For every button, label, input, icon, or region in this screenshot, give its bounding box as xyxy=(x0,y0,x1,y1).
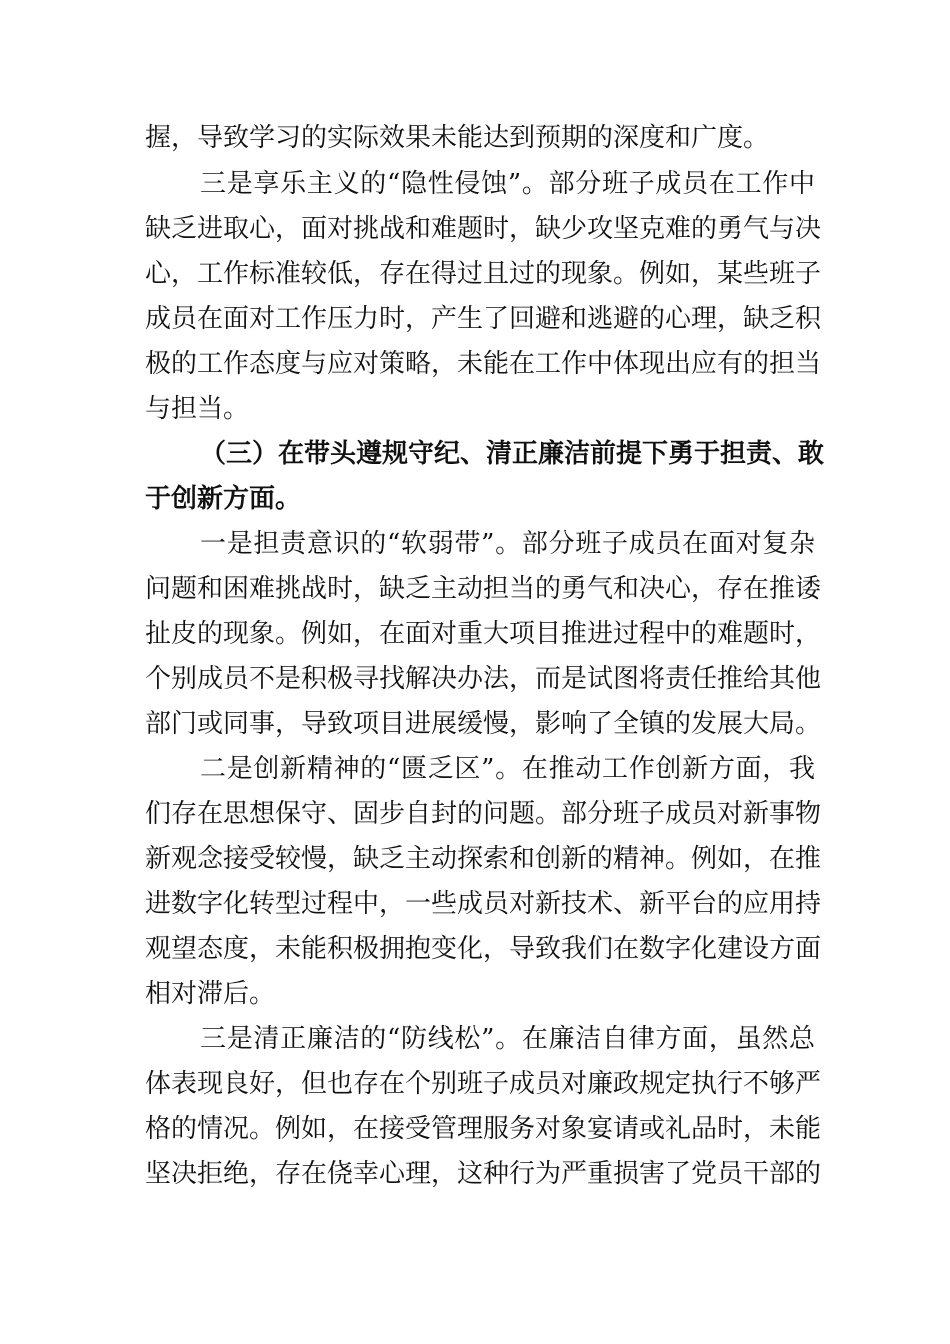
text-line: 问题和困难挑战时，缺乏主动担当的勇气和决心，存在推诿 xyxy=(145,574,822,604)
text-line: 新观念接受较慢，缺乏主动探索和创新的精神。例如，在推 xyxy=(145,844,822,874)
text-line: 个别成员不是积极寻找解决办法，而是试图将责任推给其他 xyxy=(145,664,822,694)
text-line: 与担当。 xyxy=(145,394,250,424)
text-line: 缺乏进取心，面对挑战和难题时，缺少攻坚克难的勇气与决 xyxy=(145,214,822,244)
text-line: 坚决拒绝，存在侥幸心理，这种行为严重损害了党员干部的 xyxy=(145,1159,822,1189)
text-line: 进数字化转型过程中，一些成员对新技术、新平台的应用持 xyxy=(145,889,822,919)
paragraph-start-line: 三是享乐主义的“隐性侵蚀”。部分班子成员在工作中 xyxy=(200,169,815,199)
text-line: 握，导致学习的实际效果未能达到预期的深度和广度。 xyxy=(145,123,770,153)
section-heading: 于创新方面。 xyxy=(145,484,302,514)
text-line: 极的工作态度与应对策略，未能在工作中体现出应有的担当 xyxy=(145,349,822,379)
text-line: 格的情况。例如，在接受管理服务对象宴请或礼品时，未能 xyxy=(145,1114,822,1144)
text-line: 成员在面对工作压力时，产生了回避和逃避的心理，缺乏积 xyxy=(145,304,822,334)
text-line: 部门或同事，导致项目进展缓慢，影响了全镇的发展大局。 xyxy=(145,709,822,739)
paragraph-start-line: 三是清正廉洁的“防线松”。在廉洁自律方面，虽然总 xyxy=(200,1024,815,1054)
section-heading: （三）在带头遵规守纪、清正廉洁前提下勇于担责、敢 xyxy=(200,439,825,469)
text-line: 心，工作标准较低，存在得过且过的现象。例如，某些班子 xyxy=(145,259,822,289)
text-line: 观望态度，未能积极拥抱变化，导致我们在数字化建设方面 xyxy=(145,934,822,964)
paragraph-start-line: 二是创新精神的“匮乏区”。在推动工作创新方面，我 xyxy=(200,754,815,784)
text-line: 扯皮的现象。例如，在面对重大项目推进过程中的难题时， xyxy=(145,619,822,649)
text-line: 相对滞后。 xyxy=(145,979,276,1009)
text-line: 体表现良好，但也存在个别班子成员对廉政规定执行不够严 xyxy=(145,1069,822,1099)
text-line: 们存在思想保守、固步自封的问题。部分班子成员对新事物 xyxy=(145,799,822,829)
paragraph-start-line: 一是担责意识的“软弱带”。部分班子成员在面对复杂 xyxy=(200,529,815,559)
